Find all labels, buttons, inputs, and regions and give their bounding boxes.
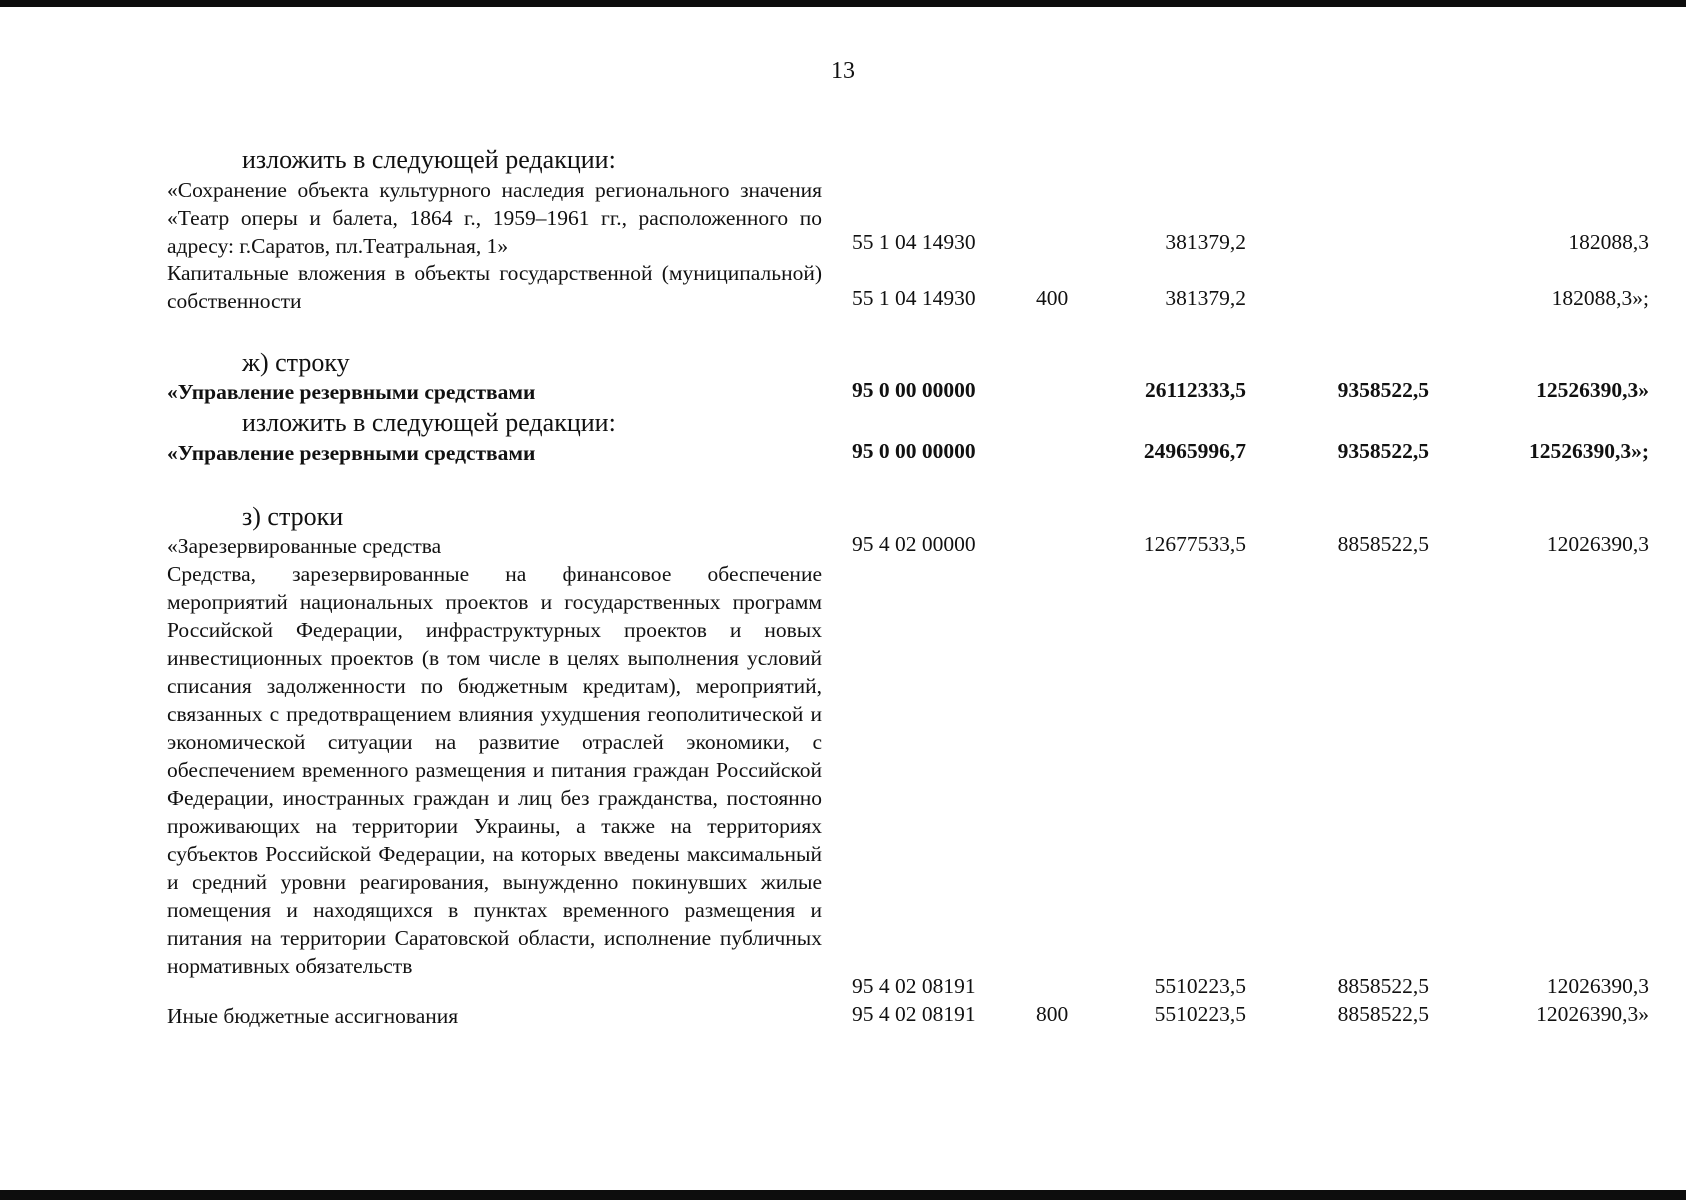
- row-3-code: 95 0 00 00000: [852, 439, 976, 463]
- row-3-value-2: 9358522,5: [1337, 439, 1429, 463]
- row-6-value-2: 8858522,5: [1337, 1002, 1429, 1026]
- row-0-text: «Сохранение объекта культурного наследия регионального значения «Театр оперы и балета, 1864 г., 1959–1961 гг., расположенного по адресу: г.Саратов, пл.Театральная, 1»: [167, 178, 822, 258]
- row-1-value-3: 182088,3»;: [1551, 286, 1649, 310]
- row-4-value-1: 12677533,5: [1143, 532, 1246, 556]
- row-5-text: Средства, зарезервированные на финансовое обеспечение мероприятий национальных проектов и государственных программ Российской Федерации, инфраструктурных проектов и новых инвестиционных проектов (в том числе в целях выполнения условий списания задолженности по бюджетным кредитам), мероприятий, связанных с предотвращением влияния ухудшения геополитической и экономической ситуации на развитие отраслей экономики, с обеспечением временного размещения и питания граждан Российской Федерации, иностранных граждан и лиц без гражданства, постоянно проживающих на территории Украины, а также на территориях субъектов Российской Федерации, на которых введены максимальный и средний уровни реагирования, вынужденно покинувших жилые помещения и находящихся в пунктах временного размещения и питания на территории Саратовской области, исполнение публичных нормативных обязательств: [167, 562, 822, 978]
- scan-bottom-edge: [0, 1190, 1686, 1200]
- row-3-value-3: 12526390,3»;: [1528, 439, 1649, 463]
- row-1-expense-type: 400: [1036, 286, 1069, 310]
- row-2-code: 95 0 00 00000: [852, 378, 976, 402]
- row-1-text: Капитальные вложения в объекты государственной (муниципальной) собственности: [167, 261, 822, 313]
- row-1-code: 55 1 04 14930: [852, 286, 976, 310]
- row-5-value-3: 12026390,3: [1546, 974, 1649, 998]
- row-3-text: «Управление резервными средствами: [167, 441, 536, 465]
- scan-top-edge: [0, 0, 1686, 7]
- page-number: 13: [831, 58, 855, 84]
- row-4-value-3: 12026390,3: [1546, 532, 1649, 556]
- row-1-value-1: 381379,2: [1165, 286, 1246, 310]
- row-3-value-1: 24965996,7: [1143, 439, 1246, 463]
- row-0-code: 55 1 04 14930: [852, 230, 976, 254]
- row-4-code: 95 4 02 00000: [852, 532, 976, 556]
- section-heading-restate-1: изложить в следующей редакции:: [242, 145, 616, 174]
- row-5-value-2: 8858522,5: [1337, 974, 1429, 998]
- row-6-text: Иные бюджетные ассигнования: [167, 1004, 459, 1028]
- row-6-code: 95 4 02 08191: [852, 1002, 976, 1026]
- row-2-value-2: 9358522,5: [1337, 378, 1429, 402]
- row-2-value-3: 12526390,3»: [1536, 378, 1649, 402]
- section-heading-z: з) строки: [242, 502, 344, 531]
- row-0-value-3: 182088,3: [1568, 230, 1649, 254]
- row-6-value-3: 12026390,3»: [1536, 1002, 1649, 1026]
- row-6-value-1: 5510223,5: [1154, 1002, 1246, 1026]
- row-2-value-1: 26112333,5: [1145, 378, 1246, 402]
- row-4-value-2: 8858522,5: [1337, 532, 1429, 556]
- section-heading-zh: ж) строку: [242, 348, 350, 377]
- row-5-code: 95 4 02 08191: [852, 974, 976, 998]
- row-0-value-1: 381379,2: [1165, 230, 1246, 254]
- row-4-text: «Зарезервированные средства: [167, 534, 442, 558]
- row-6-expense-type: 800: [1036, 1002, 1069, 1026]
- section-heading-restate-2: изложить в следующей редакции:: [242, 408, 616, 437]
- row-5-value-1: 5510223,5: [1154, 974, 1246, 998]
- row-2-text: «Управление резервными средствами: [167, 380, 536, 404]
